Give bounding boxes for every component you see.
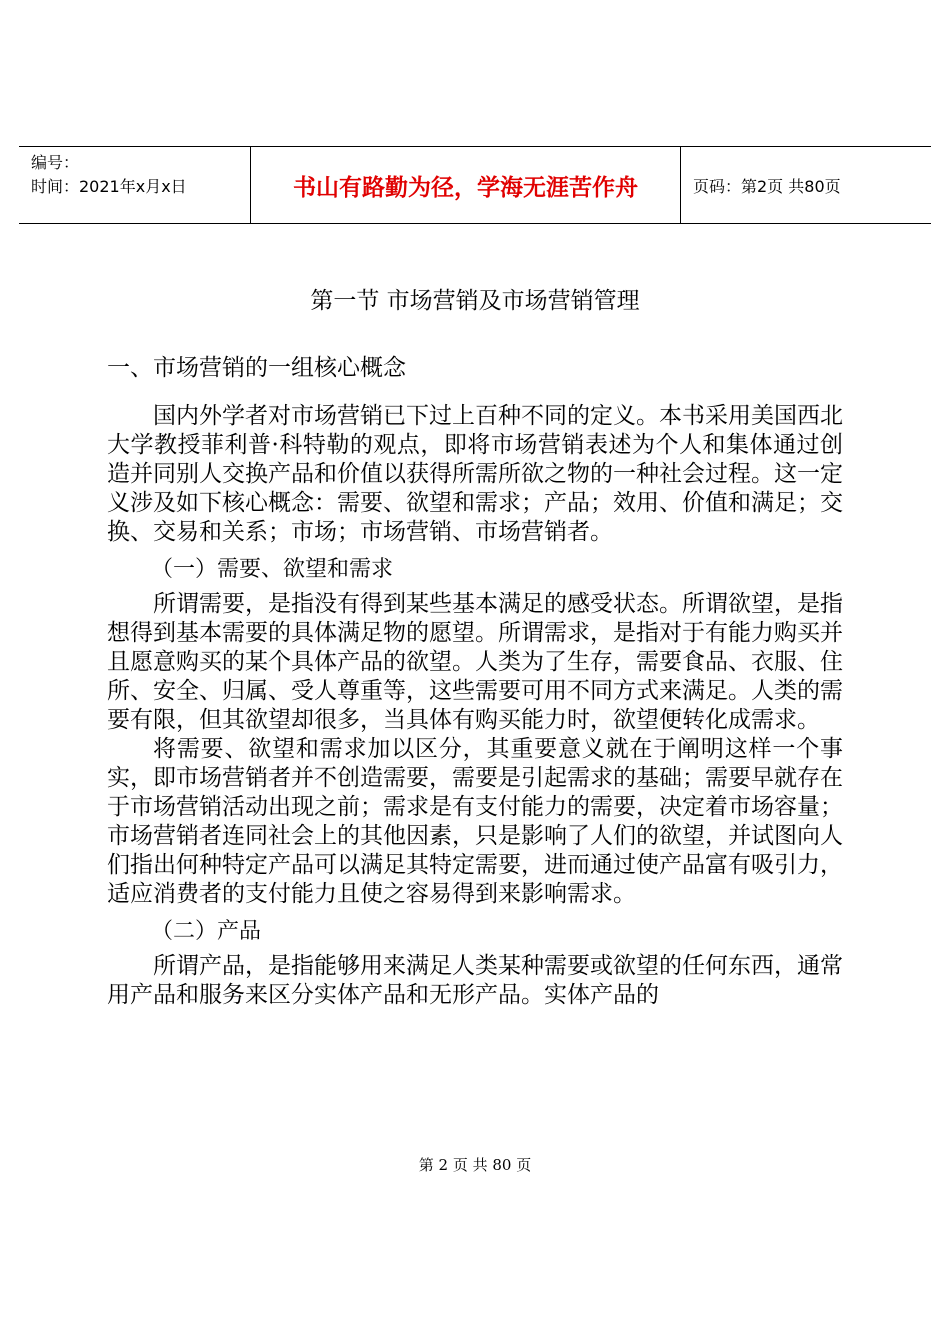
motto-text: 书山有路勤为径，学海无涯苦作舟: [293, 174, 638, 201]
page-footer: 第 2 页 共 80 页: [418, 1156, 532, 1174]
paragraph-definition: 国内外学者对市场营销已下过上百种不同的定义。本书采用美国西北大学教授菲利普·科特勒的观点，即将市场营销表述为个人和集体通过创造并同别人交换产品和价值以获得所需所欲之物的一种社会过程。这一定义涉及如下核心概念：需要、欲望和需求；产品；效用、价值和满足；交换、交易和关系；市场；市场营销、市场营销者。: [107, 403, 843, 545]
header-page-cell: [681, 147, 931, 223]
subheading-needs: （一）需要、欲望和需求: [151, 557, 394, 582]
header-table: [19, 146, 931, 224]
paragraph-distinction: 将需要、欲望和需求加以区分，其重要意义就在于阐明这样一个事实，即市场营销者并不创造需要，需要是引起需求的基础；需要早就存在于市场营销活动出现之前；需求是有支付能力的需要，决定着市场容量；市场营销者连同社会上的其他因素，只是影响了人们的欲望，并试图向人们指出何种特定产品可以满足其特定需要，进而通过使产品富有吸引力，适应消费者的支付能力且使之容易得到来影响需求。: [107, 736, 843, 907]
header-meta-cell: [19, 147, 251, 223]
section-title: 第一节 市场营销及市场营销管理: [310, 288, 640, 314]
document-number-label: 编号：: [31, 153, 80, 172]
page-code: 页码：第2页 共80页: [693, 176, 841, 196]
heading-core-concepts: 一、市场营销的一组核心概念: [107, 355, 406, 381]
subheading-product: （二）产品: [151, 919, 262, 944]
paragraph-needs: 所谓需要，是指没有得到某些基本满足的感受状态。所谓欲望，是指想得到基本需要的具体满足物的愿望。所谓需求，是指对于有能力购买并且愿意购买的某个具体产品的欲望。人类为了生存，需要食品、衣服、住所、安全、归属、受人尊重等，这些需要可用不同方式来满足。人类的需要有限，但其欲望却很多，当具体有购买能力时，欲望便转化成需求。: [107, 591, 843, 733]
document-body: [107, 402, 843, 1010]
paragraph-product: 所谓产品，是指能够用来满足人类某种需要或欲望的任何东西，通常用产品和服务来区分实体产品和无形产品。实体产品的: [107, 953, 843, 1008]
header-motto-cell: [251, 147, 681, 223]
document-time: 时间：2021年x月x日: [31, 177, 187, 196]
